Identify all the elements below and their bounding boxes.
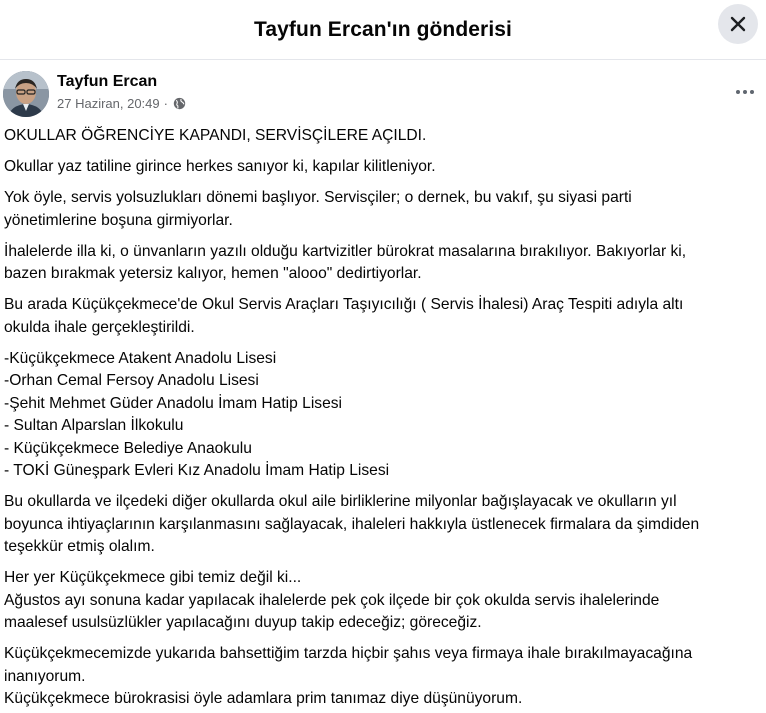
avatar-image <box>3 71 49 117</box>
school-list-item: - Küçükçekmece Belediye Anaokulu <box>4 439 252 457</box>
post-paragraph <box>4 156 756 179</box>
post-text-line: yönetimlerine boşuna girmiyorlar. <box>4 211 233 229</box>
more-options-dot <box>750 90 754 94</box>
avatar[interactable] <box>3 71 49 117</box>
school-list-item: - TOKİ Güneşpark Evleri Kız Anadolu İmam Hatip Lisesi <box>4 462 390 479</box>
school-list-item: -Küçükçekmece Atakent Anadolu Lisesi <box>4 349 277 367</box>
post-text-line: maalesef usulsüzlükler yapılacağını duyup takip edeceğiz; göreceğiz. <box>4 614 482 631</box>
post-text-line: Ağustos ayı sonuna kadar yapılacak ihalelerde pek çok ilçede bir çok okulda servis ihalelerinde <box>4 591 660 609</box>
post-paragraph <box>4 125 756 148</box>
post-text-line: Bu okullarda ve ilçedeki diğer okullarda okul aile birliklerine milyonlar bağışlayacak ve okulların yıl <box>4 493 677 510</box>
post-paragraph <box>4 491 756 559</box>
post-paragraph <box>4 187 756 232</box>
post-text-line: bazen bırakmak yetersiz kalıyor, hemen "alooo" dedirtiyorlar. <box>4 265 422 282</box>
post-paragraph <box>4 567 756 635</box>
close-icon <box>728 14 748 34</box>
school-list-item: - Sultan Alparslan İlkokulu <box>4 417 184 434</box>
globe-icon[interactable] <box>173 97 186 110</box>
school-list-item: -Orhan Cemal Fersoy Anadolu Lisesi <box>4 372 259 389</box>
close-button[interactable] <box>718 4 758 44</box>
post-text-line: Küçükçekmece bürokrasisi öyle adamlara prim tanımaz diye düşünüyorum. <box>4 690 523 707</box>
author-name[interactable]: Tayfun Ercan <box>57 73 158 90</box>
more-options-button[interactable] <box>729 78 761 106</box>
dialog-title: Tayfun Ercan'ın gönderisi <box>254 17 512 41</box>
more-options-icon <box>736 90 740 94</box>
post-text-line: Bu arada Küçükçekmece'de Okul Servis Araçları Taşıyıcılığı ( Servis İhalesi) Araç Tespiti adıyla altı <box>4 296 684 313</box>
post-text-line: Okullar yaz tatiline girince herkes sanıyor ki, kapılar kilitleniyor. <box>4 158 436 175</box>
post-text-line: teşekkür etmiş olalım. <box>4 538 155 555</box>
post-body <box>4 125 756 713</box>
school-list-item: -Şehit Mehmet Güder Anadolu İmam Hatip Lisesi <box>4 394 343 412</box>
dialog-header <box>0 0 766 60</box>
post-text-line: boyunca ihtiyaçlarının karşılanmasını sağlayacak, ihaleleri hakkıyla üstlenecek firmalara da şimdiden <box>4 515 700 533</box>
post-paragraph <box>4 643 756 711</box>
meta-separator: · <box>163 96 168 111</box>
post-text-line: inanıyorum. <box>4 667 86 685</box>
school-list <box>4 348 756 483</box>
post-header <box>3 70 763 120</box>
post-text-line: İhalelerde illa ki, o ünvanların yazılı olduğu kartvizitler bürokrat masalarına bırakılıyor. Bakıyorlar ki, <box>4 242 687 260</box>
post-paragraph <box>4 241 756 286</box>
post-text-line: Yok öyle, servis yolsuzlukları dönemi başlıyor. Servisçiler; o dernek, bu vakıf, şu siyasi parti <box>4 189 632 206</box>
more-options-dot <box>743 90 747 94</box>
post-text-line: Küçükçekmecemizde yukarıda bahsettiğim tarzda hiçbir şahıs veya firmaya ihale bırakılmayacağına <box>4 645 693 662</box>
post-paragraph <box>4 294 756 339</box>
post-text-line: okulda ihale gerçekleştirildi. <box>4 318 195 336</box>
post-meta <box>57 96 186 111</box>
post-text-line: Her yer Küçükçekmece gibi temiz değil ki... <box>4 569 302 586</box>
post-text-line: OKULLAR ÖĞRENCİYE KAPANDI, SERVİSÇİLERE AÇILDI. <box>4 127 427 144</box>
post-timestamp[interactable]: 27 Haziran, 20:49 <box>57 96 160 111</box>
